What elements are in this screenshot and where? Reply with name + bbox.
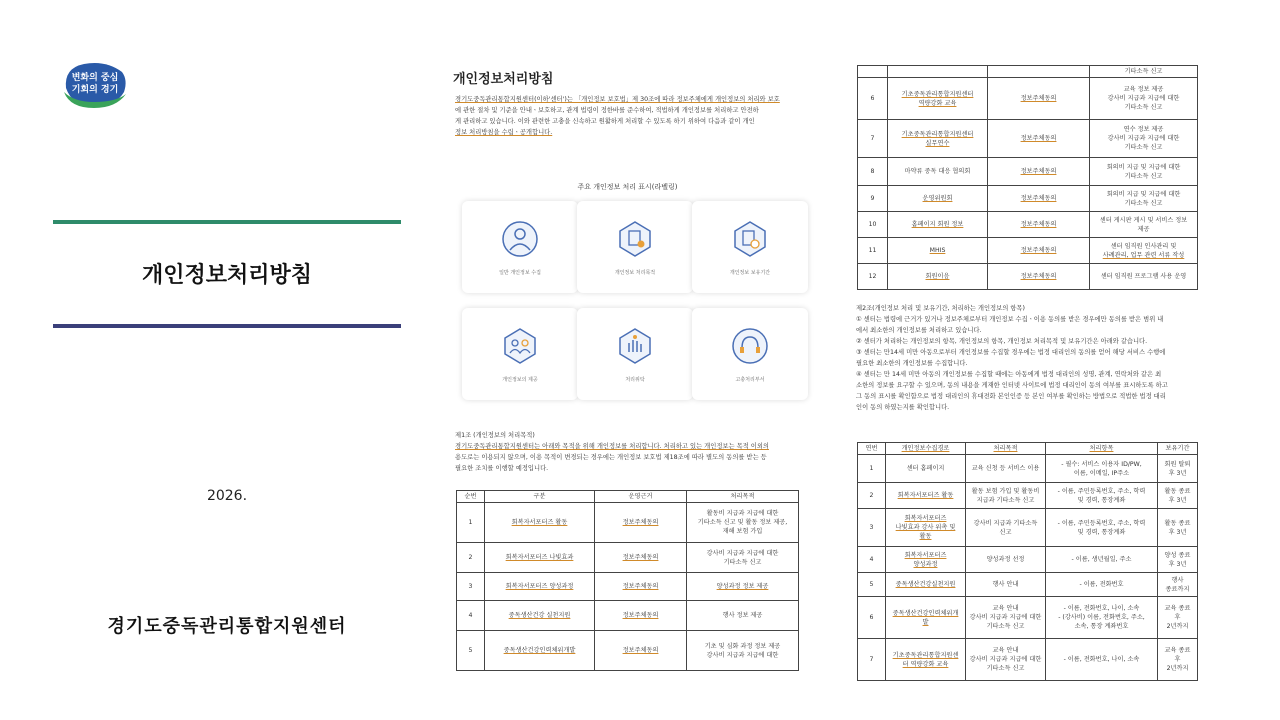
cell-no: 3 <box>858 509 886 547</box>
green-divider <box>53 220 401 224</box>
cell-line: 회복자서포터즈 <box>904 551 947 559</box>
cell-line: 센터 임직원 인사관리 및 <box>1110 242 1177 250</box>
table-row <box>858 573 1198 597</box>
document-shield-icon <box>615 219 655 259</box>
cell-line: 사례관리, 업무 관련 서류 작성 <box>1102 251 1185 259</box>
headset-icon <box>730 326 770 366</box>
cell-route <box>886 597 966 639</box>
table-row <box>457 631 799 671</box>
cell-no: 9 <box>858 186 888 212</box>
labels-caption: 주요 개인정보 처리 표시(라벨링) <box>577 183 678 191</box>
table-row <box>858 639 1198 681</box>
intro-line: 게 관리하고 있습니다. 이와 관련한 고충을 신속하고 원활하게 처리할 수 있도록 하기 위하여 다음과 같이 개인 <box>455 118 755 125</box>
cell-line: 강사비 지급과 지급에 대한 <box>969 614 1042 621</box>
cell-kind: 중독생산건강인력체위개발 <box>485 631 595 671</box>
cell-no: 7 <box>858 639 886 681</box>
cell-line: 종료까지 <box>1165 585 1190 593</box>
cell-route: 중독생산건강실천지원 <box>886 573 966 597</box>
cell-line: - 이름, 주민등록번호, 주소, 학력 <box>1057 487 1146 495</box>
cell-kind: 홈페이지 회원 정보 <box>888 212 988 238</box>
table-row <box>457 601 799 631</box>
table-row <box>457 503 799 543</box>
cell-items: - 이름, 전화번호, 나이, 소속 <box>1046 639 1158 681</box>
cell-no: 6 <box>858 78 888 120</box>
cell-purpose <box>966 639 1046 681</box>
article1-line: 경기도중독관리통합지원센터는 아래와 목적을 위해 개인정보를 처리합니다. 처리하고 있는 개인정보는 목적 이외의 <box>455 443 769 450</box>
cell-items <box>1046 509 1158 547</box>
purpose-table <box>456 490 799 671</box>
card-caption: 개인정보 처리목적 <box>614 270 656 276</box>
cell-kind <box>888 66 988 78</box>
page1-title: 개인정보처리방침 <box>453 72 554 87</box>
table-row <box>858 120 1198 158</box>
cell-line: 양성 종료 <box>1164 551 1191 559</box>
table-row <box>858 597 1198 639</box>
cell-period <box>1158 547 1198 573</box>
cell-kind: 회원이음 <box>888 264 988 290</box>
cell-purpose <box>966 509 1046 547</box>
cell-line: 행사 <box>1171 576 1184 584</box>
cell-line: 실무연수 <box>925 139 950 147</box>
cell-basis: 정보주체동의 <box>595 503 687 543</box>
cell-basis: 정보주체동의 <box>988 238 1090 264</box>
cell-line: - 필수: 서비스 이용자 ID/PW, <box>1061 460 1142 468</box>
cell-line: 회원 탈퇴 <box>1164 460 1191 468</box>
cell-purpose <box>1090 212 1198 238</box>
cell-line: 역량강화 교육 <box>918 99 957 107</box>
header-cell: 운영근거 <box>595 491 687 503</box>
cell-kind: 마약류 중독 대응 협의회 <box>888 158 988 186</box>
table-row <box>858 264 1198 290</box>
cell-purpose: 행사 안내 <box>966 573 1046 597</box>
table-header-row <box>457 491 799 503</box>
cell-route: 센터 홈페이지 <box>886 455 966 483</box>
cell-line: 후 3년 <box>1168 528 1187 536</box>
header-cell: 구분 <box>485 491 595 503</box>
cell-line: 후 <box>1174 614 1181 621</box>
table-row <box>858 186 1198 212</box>
cell-purpose <box>687 631 799 671</box>
table-row <box>858 78 1198 120</box>
cell-kind: 회복자서포터즈 나빛효과 <box>485 543 595 573</box>
cell-line: 소속, 통장 계좌번호 <box>1074 623 1129 630</box>
cell-purpose <box>1090 238 1198 264</box>
table-row <box>858 212 1198 238</box>
cell-no: 2 <box>858 483 886 509</box>
cell-line: 터 역량강화 교육 <box>902 660 949 668</box>
cover-title: 개인정보처리방침 <box>141 263 313 288</box>
article2-line: ③ 센터는 만14세 미만 아동으로부터 개인정보를 수집할 경우에는 법정 대리인의 동의를 얻어 해당 서비스 수행에 <box>856 349 1166 356</box>
cell-line: 교육 종료 <box>1164 647 1191 654</box>
cell-period <box>1158 455 1198 483</box>
cell-line: 활동 보험 가입 및 활동비 <box>971 487 1040 495</box>
cell-line: - 이름, 주민등록번호, 주소, 학력 <box>1057 519 1146 527</box>
cell-line: 활동 <box>919 533 932 540</box>
cell-purpose: 기타소득 신고 <box>1090 66 1198 78</box>
cell-line: 기타소득 신고 <box>1124 144 1163 151</box>
cell-period <box>1158 509 1198 547</box>
article2-line: 그 동의 표시를 확인함으로 법정 대리인의 휴대전화 본인인증 등 본인 여부를 확인하는 방법으로 적법한 법정 대리 <box>856 393 1166 400</box>
cell-kind: 운영위원회 <box>888 186 988 212</box>
cell-line: 연수 정보 제공 <box>1123 126 1164 133</box>
cell-line: 회의비 지급 및 지급에 대한 <box>1106 190 1181 198</box>
cell-line: 교육 안내 <box>992 647 1019 654</box>
cell-no: 8 <box>858 158 888 186</box>
cell-no: 4 <box>858 547 886 573</box>
table-row <box>858 509 1198 547</box>
cell-line: 지급과 기타소득 신고 <box>976 496 1035 504</box>
cell-basis <box>988 66 1090 78</box>
logo-line1: 변화의 중심 <box>71 73 119 83</box>
cell-line: 회의비 지급 및 지급에 대한 <box>1106 163 1181 171</box>
hand-icon <box>615 326 655 366</box>
article2-line: ④ 센터는 만 14세 미만 아동의 개인정보를 수집할 때에는 아동에게 법정 대리인의 성명, 관계, 연락처와 같은 최 <box>856 371 1162 378</box>
cell-basis: 정보주체동의 <box>595 543 687 573</box>
cell-no: 6 <box>858 597 886 639</box>
article1-line: 용도로는 이용되지 않으며, 이용 목적이 변경되는 경우에는 개인정보 보호법 제18조에 따라 별도의 동의를 받는 등 <box>455 454 767 461</box>
cell-line: 신고 <box>999 528 1012 536</box>
purpose-table-continued <box>857 65 1198 290</box>
cell-line: 나빛효과 강사 위촉 및 <box>895 524 956 531</box>
cell-line: 활동비 지급과 지급에 대한 <box>706 510 779 517</box>
article2-line: 제2조(개인정보 처리 및 보유기간, 처리하는 개인정보의 항목) <box>856 305 1025 312</box>
label-card-outsourcing[interactable] <box>577 308 693 400</box>
article1-line: 필요한 조치를 이행할 예정입니다. <box>455 465 549 472</box>
page1-intro <box>455 94 800 138</box>
cell-purpose <box>966 597 1046 639</box>
cell-line: 기초 및 심화 과정 정보 제공 <box>704 642 781 650</box>
header-cell: 처리목적 <box>966 443 1046 455</box>
label-card-grievance[interactable] <box>692 308 808 400</box>
card-caption: 개인정보의 제공 <box>502 377 538 383</box>
label-card-retention[interactable] <box>692 201 808 293</box>
cell-line: 강사비 지급과 지급에 대한 <box>1107 135 1180 142</box>
cell-period <box>1158 639 1198 681</box>
table-row <box>858 66 1198 78</box>
cell-no: 1 <box>457 503 485 543</box>
cell-line: 회복자서포터즈 <box>904 515 947 522</box>
article1 <box>455 430 800 474</box>
article2 <box>856 303 1201 413</box>
cell-line: 강사비 지급과 지급에 대한 <box>706 651 779 659</box>
cell-purpose <box>1090 78 1198 120</box>
cell-kind: 중독생산건강 실천지원 <box>485 601 595 631</box>
cell-period <box>1158 597 1198 639</box>
cell-line: 2년까지 <box>1166 665 1189 672</box>
cell-line: 강사비 지급과 기타소득 <box>973 519 1038 527</box>
cell-line: 활동 종료 <box>1164 487 1191 495</box>
cell-route <box>886 547 966 573</box>
cell-no <box>858 66 888 78</box>
cell-items <box>1046 455 1158 483</box>
cell-line: 기타소득 신고 <box>1124 199 1163 207</box>
cell-basis: 정보주체동의 <box>988 120 1090 158</box>
cell-line: 강사비 지급과 지급에 대한 <box>706 549 779 557</box>
collection-table <box>857 442 1198 681</box>
article2-line: ① 센터는 법령에 근거가 있거나 정보주체로부터 개인정보 수집ㆍ이용 동의를 받은 경우에만 동의를 받은 범위 내 <box>856 316 1164 323</box>
cell-basis: 정보주체동의 <box>595 631 687 671</box>
cell-basis: 정보주체동의 <box>988 212 1090 238</box>
cell-line: 후 <box>1174 656 1181 663</box>
cell-items <box>1046 483 1158 509</box>
cell-period <box>1158 573 1198 597</box>
label-card-purpose[interactable] <box>577 201 693 293</box>
cell-line: 제공 <box>1137 225 1150 233</box>
cell-period <box>1158 483 1198 509</box>
cell-line: 강사비 지급과 지급에 대한 <box>969 656 1042 663</box>
cell-kind: 회복자서포터즈 양성과정 <box>485 573 595 601</box>
cell-purpose <box>687 503 799 543</box>
article2-line: 필요한 최소한의 개인정보를 수집합니다. <box>856 360 968 367</box>
cell-line: 기초중독관리통합지원센 <box>892 651 959 659</box>
logo-line2: 기회의 경기 <box>71 85 119 95</box>
cell-line: 중독생산건강인력체위개 <box>892 609 959 617</box>
cell-line: 발 <box>922 618 929 626</box>
cell-purpose <box>966 483 1046 509</box>
cell-no: 2 <box>457 543 485 573</box>
cell-line: 및 경력, 통장계좌 <box>1077 528 1126 536</box>
cell-line: 기타소득 신고 <box>986 623 1025 630</box>
cell-kind <box>888 78 988 120</box>
cell-line: - 이름, 전화번호, 나이, 소속 <box>1063 605 1140 612</box>
cell-items: - 이름, 생년월일, 주소 <box>1046 547 1158 573</box>
cell-line: - (강사비) 이름, 전화번호, 주소, <box>1058 614 1145 621</box>
cell-no: 5 <box>858 573 886 597</box>
article2-line: ② 센터가 처리하는 개인정보의 항목, 개인정보의 항목, 개인정보 처리목적 및 보유기간은 아래와 같습니다. <box>856 338 1148 345</box>
cell-line: 기타소득 신고 <box>1124 172 1163 180</box>
cell-line: 후 3년 <box>1168 469 1187 477</box>
cell-line: 교육 안내 <box>992 605 1019 612</box>
person-icon <box>500 219 540 259</box>
cell-no: 12 <box>858 264 888 290</box>
cell-purpose: 센터 임직원 프로그램 사용 운영 <box>1090 264 1198 290</box>
header-cell: 순번 <box>457 491 485 503</box>
header-cell: 개인정보수집경로 <box>886 443 966 455</box>
cell-purpose: 행사 정보 제공 <box>687 601 799 631</box>
table-row <box>858 158 1198 186</box>
cell-basis: 정보주체동의 <box>595 573 687 601</box>
cell-line: 기타소득 신고 <box>986 665 1025 672</box>
cell-purpose <box>687 543 799 573</box>
gyeonggi-logo <box>60 58 130 110</box>
cell-kind: 회복자서포터즈 활동 <box>485 503 595 543</box>
cell-line: 센터 게시판 게시 및 서비스 정보 <box>1099 216 1188 224</box>
cell-items <box>1046 597 1158 639</box>
article2-line: 에서 최소한의 개인정보를 처리하고 있습니다. <box>856 327 982 334</box>
cell-line: 강사비 지급과 지급에 대한 <box>1107 95 1180 102</box>
cover-year: 2026. <box>206 488 248 504</box>
cell-basis: 정보주체동의 <box>988 158 1090 186</box>
card-caption: 개인정보 보유기간 <box>729 270 771 276</box>
cell-kind <box>888 120 988 158</box>
intro-line: 정보 처리방침을 수립ㆍ공개합니다. <box>455 129 553 136</box>
cell-no: 7 <box>858 120 888 158</box>
cell-no: 3 <box>457 573 485 601</box>
cover-org: 경기도중독관리통합지원센터 <box>107 616 347 637</box>
label-card-provision[interactable] <box>462 308 578 400</box>
cell-route <box>886 509 966 547</box>
card-caption: 고충처리부서 <box>735 377 765 383</box>
cell-line: 재해 보험 가입 <box>722 528 763 535</box>
intro-line: 에 관한 절차 및 기준을 안내ㆍ보호하고, 관계 법령이 정한바를 준수하여, 적법하게 개인정보를 처리하고 안전하 <box>455 107 759 114</box>
cell-no: 1 <box>858 455 886 483</box>
cell-line: 기타소득 신고 <box>723 558 762 566</box>
table-row <box>858 238 1198 264</box>
cell-line: 교육 종료 <box>1164 605 1191 612</box>
header-cell: 보유기간 <box>1158 443 1198 455</box>
cell-basis: 정보주체동의 <box>988 78 1090 120</box>
cell-basis: 정보주체동의 <box>595 601 687 631</box>
cell-line: 2년까지 <box>1166 623 1189 630</box>
navy-divider <box>53 324 401 328</box>
table-row <box>457 573 799 601</box>
cell-line: 후 3년 <box>1168 560 1187 568</box>
table-row <box>858 483 1198 509</box>
cell-line: 기타소득 신고 <box>1124 104 1163 111</box>
article2-line: 소한의 정보를 요구할 수 있으며, 동의 내용을 게재한 인터넷 사이트에 법정 대리인이 동의 여부를 표시하도록 하고 <box>856 382 1168 389</box>
cell-kind: MHIS <box>888 238 988 264</box>
cell-no: 4 <box>457 601 485 631</box>
cell-no: 10 <box>858 212 888 238</box>
header-cell: 처리목적 <box>687 491 799 503</box>
card-caption: 처리위탁 <box>625 377 645 383</box>
cell-purpose <box>1090 120 1198 158</box>
cell-line: 기초중독관리통합지원센터 <box>901 130 974 138</box>
intro-line: 경기도중독관리통합지원센터(이하'센터')는 「개인정보 보호법」제 30조에 따라 정보주체에게 개인정보의 처리와 보호 <box>455 96 780 103</box>
cell-purpose: 양성과정 정보 제공 <box>687 573 799 601</box>
article2-line: 인이 동의 하였는지를 확인합니다. <box>856 404 950 411</box>
cell-purpose <box>1090 186 1198 212</box>
people-icon <box>500 326 540 366</box>
cell-line: 교육 정보 제공 <box>1123 86 1164 93</box>
cell-items: - 이름, 전화번호 <box>1046 573 1158 597</box>
cell-purpose: 교육 신청 등 서비스 이용 <box>966 455 1046 483</box>
cell-line: 양성과정 <box>913 560 938 568</box>
cell-basis: 정보주체동의 <box>988 264 1090 290</box>
table-header-row <box>858 443 1198 455</box>
table-row <box>457 543 799 573</box>
cell-line: 활동 종료 <box>1164 519 1191 527</box>
cell-purpose: 양성과정 선정 <box>966 547 1046 573</box>
label-card-collection[interactable] <box>462 201 578 293</box>
cell-route: 회복자서포터즈 활동 <box>886 483 966 509</box>
header-cell: 연번 <box>858 443 886 455</box>
cell-line: 후 3년 <box>1168 496 1187 504</box>
table-row <box>858 547 1198 573</box>
cell-no: 11 <box>858 238 888 264</box>
cell-line: 기초중독관리통합지원센터 <box>901 90 974 98</box>
cell-line: 및 경력, 통장계좌 <box>1077 496 1126 504</box>
card-caption: 일반 개인정보 수집 <box>499 270 541 276</box>
cell-line: 기타소득 신고 및 활동 정보 제공, <box>697 519 788 526</box>
table-row <box>858 455 1198 483</box>
article1-heading: 제1조 (개인정보의 처리목적) <box>455 432 535 439</box>
cell-basis: 정보주체동의 <box>988 186 1090 212</box>
cell-line: 이름, 이메일, IP주소 <box>1073 469 1130 477</box>
cell-purpose <box>1090 158 1198 186</box>
cell-no: 5 <box>457 631 485 671</box>
header-cell: 처리항목 <box>1046 443 1158 455</box>
document-clock-icon <box>730 219 770 259</box>
cell-route <box>886 639 966 681</box>
